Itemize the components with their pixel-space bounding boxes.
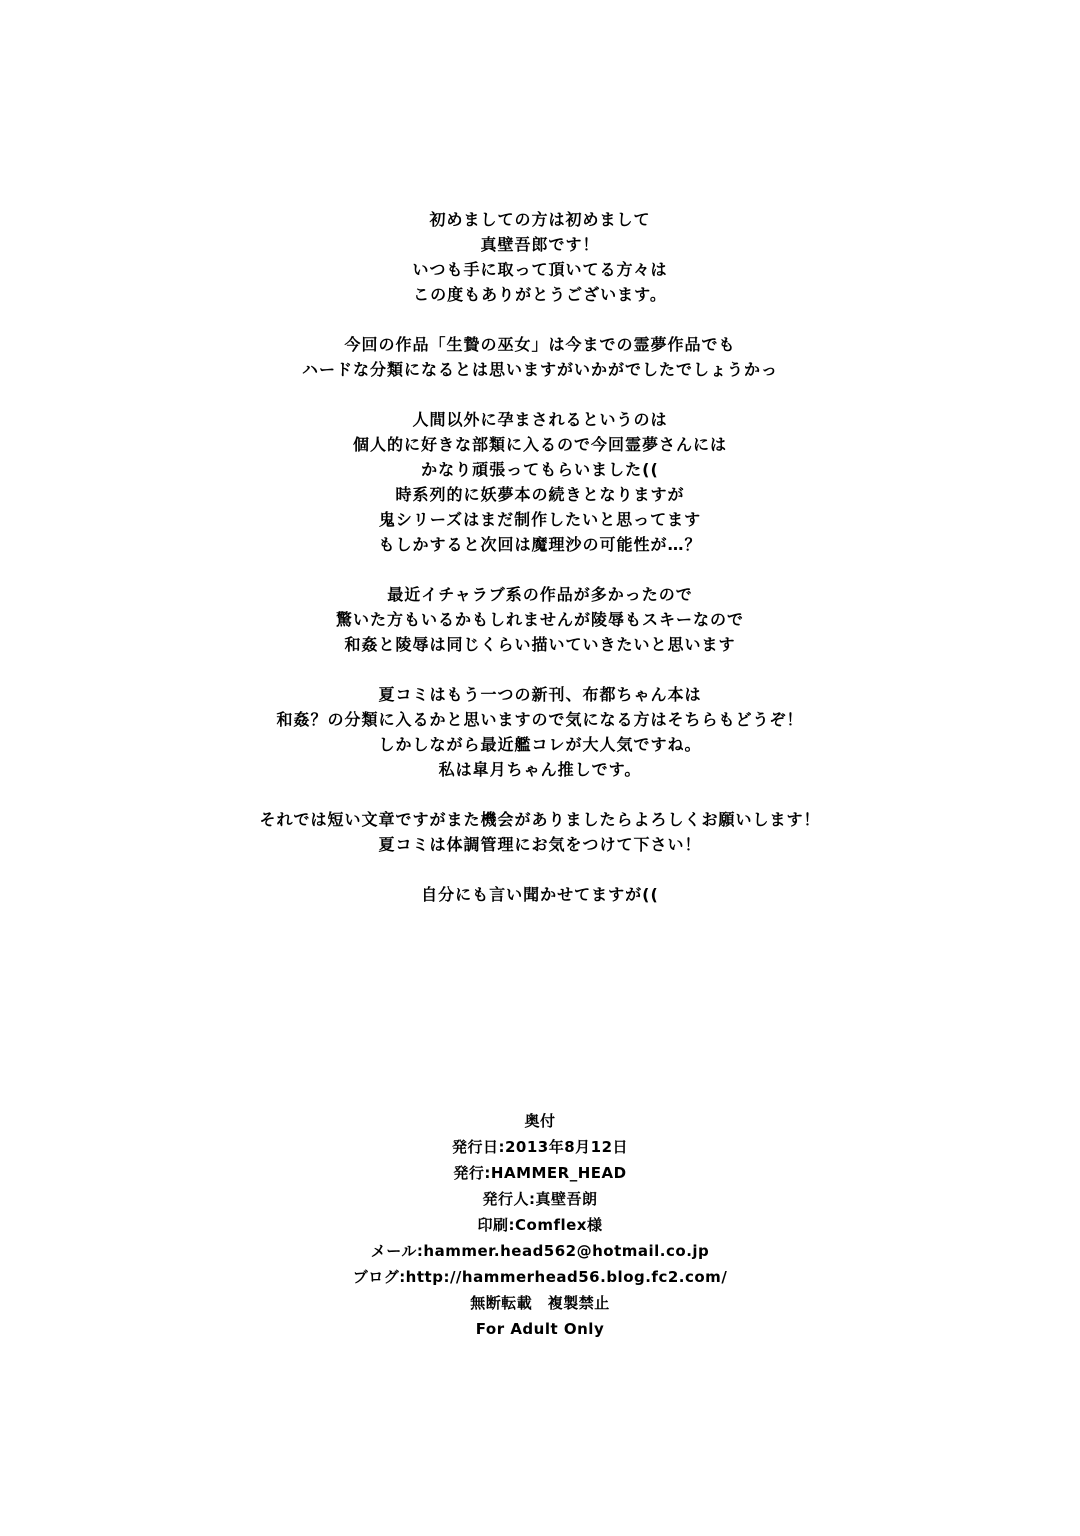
afterword-line: 最近イチャラブ系の作品が多かったので <box>387 585 693 604</box>
afterword-paragraph-greeting <box>0 207 1080 307</box>
afterword-line: ハードな分類になるとは思いますがいかがでしたでしょうかっ <box>301 360 778 379</box>
afterword-line: 私は皐月ちゃん推しです。 <box>438 760 642 779</box>
colophon-issuer: 発行人:真壁吾朗 <box>482 1190 598 1208</box>
afterword-line: 驚いた方もいるかもしれませんが陵辱もスキーなので <box>335 610 744 629</box>
afterword-paragraph-comiket <box>0 682 1080 782</box>
afterword-line: それでは短い文章ですがまた機会がありましたらよろしくお願いします！ <box>259 810 821 829</box>
colophon-rating: For Adult Only <box>475 1320 605 1338</box>
afterword-line: 鬼シリーズはまだ制作したいと思ってます <box>378 510 702 529</box>
afterword-line: いつも手に取って頂いてる方々は <box>412 260 668 279</box>
afterword-line: 夏コミは体調管理にお気をつけて下さい！ <box>378 835 702 854</box>
afterword-line: 人間以外に孕まされるというのは <box>412 410 668 429</box>
afterword-line: 時系列的に妖夢本の続きとなりますが <box>395 485 685 504</box>
colophon-printer: 印刷:Comflex様 <box>477 1216 603 1234</box>
colophon-publisher: 発行:HAMMER_HEAD <box>453 1164 627 1182</box>
afterword-line: 和姦？の分類に入るかと思いますので気になる方はそちらもどうぞ！ <box>276 710 804 729</box>
afterword-paragraph-genre <box>0 582 1080 657</box>
afterword-line: 真壁吾郎です！ <box>480 235 600 254</box>
colophon-publish-date: 発行日:2013年8月12日 <box>451 1138 629 1156</box>
colophon-email: メール:hammer.head562@hotmail.co.jp <box>370 1242 710 1260</box>
afterword-line: この度もありがとうございます。 <box>413 285 667 304</box>
afterword <box>0 207 1080 932</box>
afterword-line: 夏コミはもう一つの新刊、布都ちゃん本は <box>378 685 702 704</box>
colophon-copyright-notice: 無断転載 複製禁止 <box>470 1294 610 1312</box>
afterword-line: かなり頑張ってもらいました(( <box>421 460 659 479</box>
afterword-line: 個人的に好きな部類に入るので今回霊夢さんには <box>352 435 727 454</box>
colophon-heading: 奥付 <box>524 1112 556 1130</box>
colophon-blog-url: ブログ:http://hammerhead56.blog.fc2.com/ <box>352 1268 728 1286</box>
afterword-line: 和姦と陵辱は同じくらい描いていきたいと思います <box>344 635 736 654</box>
afterword-paragraph-series <box>0 407 1080 557</box>
afterword-paragraph-work <box>0 332 1080 382</box>
afterword-line: 今回の作品「生贄の巫女」は今までの霊夢作品でも <box>344 335 736 354</box>
afterword-line: しかしながら最近艦コレが大人気ですね。 <box>378 735 702 754</box>
colophon <box>0 1108 1080 1342</box>
afterword-paragraph-postscript <box>0 882 1080 907</box>
afterword-line: 自分にも言い聞かせてますが(( <box>421 885 659 904</box>
afterword-line: もしかすると次回は魔理沙の可能性が…？ <box>378 535 702 554</box>
afterword-line: 初めましての方は初めまして <box>429 210 651 229</box>
afterword-paragraph-closing <box>0 807 1080 857</box>
